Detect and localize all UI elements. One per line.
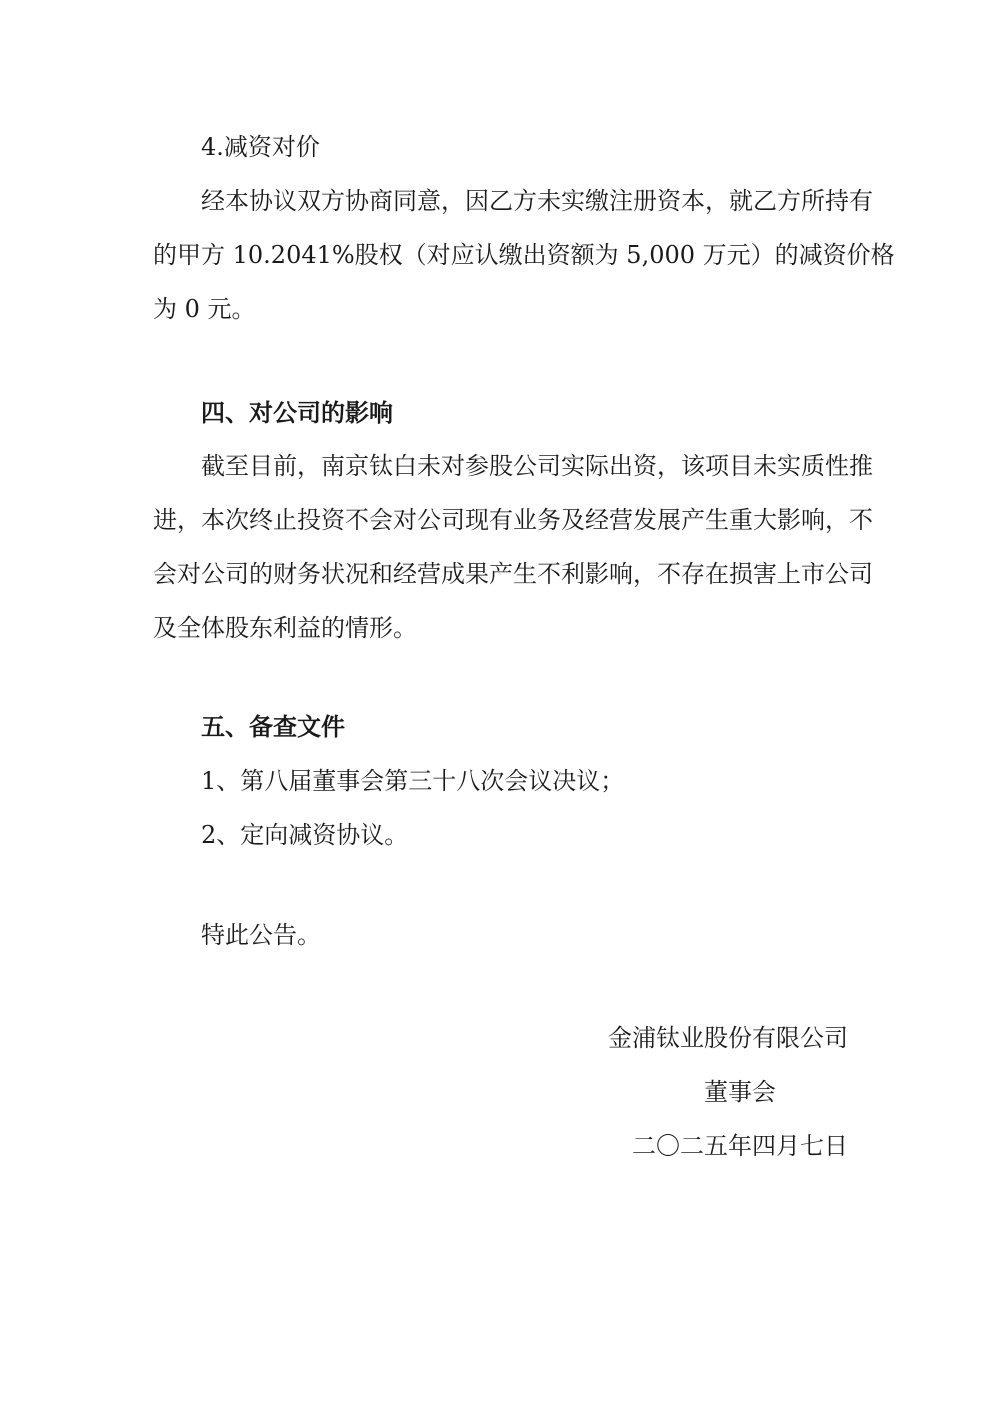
signature-company: 金浦钛业股份有限公司 [608, 1024, 848, 1052]
signature-date: 二〇二五年四月七日 [632, 1132, 848, 1160]
list-item: 1、第八届董事会第三十八次会议决议； [201, 767, 625, 795]
paragraph-line: 经本协议双方协商同意，因乙方未实缴注册资本，就乙方所持有 [201, 187, 873, 215]
signature-board: 董事会 [704, 1078, 776, 1106]
paragraph-line: 及全体股东利益的情形。 [153, 614, 417, 642]
paragraph-line: 进，本次终止投资不会对公司现有业务及经营发展产生重大影响，不 [153, 506, 873, 534]
closing-statement: 特此公告。 [201, 921, 321, 949]
paragraph-line: 的甲方 10.2041%股权（对应认缴出资额为 5,000 万元）的减资价格 [153, 241, 895, 269]
paragraph-line: 截至目前，南京钛白未对参股公司实际出资，该项目未实质性推 [201, 452, 873, 480]
section-heading-impact: 四、对公司的影响 [201, 399, 393, 427]
section-heading-documents: 五、备查文件 [201, 713, 345, 741]
paragraph-line: 为 0 元。 [153, 295, 256, 323]
subheading-consideration: 4.减资对价 [201, 133, 320, 161]
paragraph-line: 会对公司的财务状况和经营成果产生不利影响，不存在损害上市公司 [153, 560, 873, 588]
list-item: 2、定向减资协议。 [201, 821, 409, 849]
